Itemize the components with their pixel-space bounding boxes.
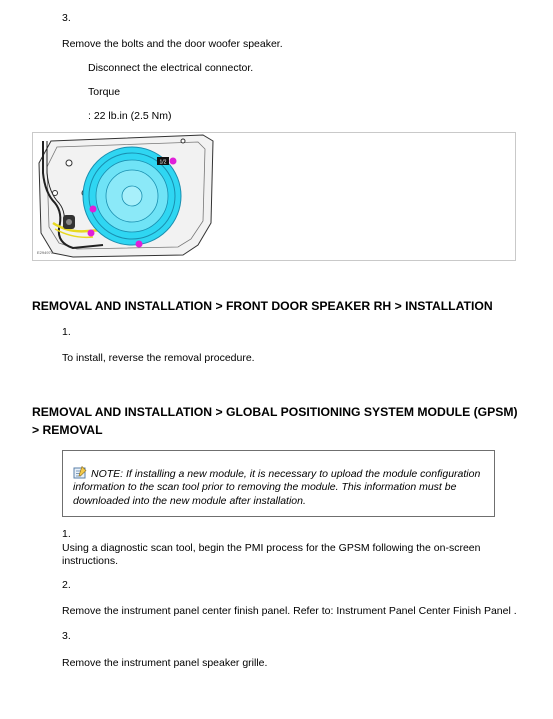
step-number: 3. bbox=[62, 630, 71, 642]
step-instruction: Remove the bolts and the door woofer speaker. bbox=[62, 38, 283, 50]
step-text: Remove the instrument panel center finish panel. Refer to: Instrument Panel Center Finish Panel . bbox=[62, 605, 517, 617]
door-speaker-diagram bbox=[33, 133, 517, 262]
note-label: NOTE: bbox=[91, 468, 124, 480]
note-box bbox=[62, 450, 495, 517]
step-number: 1. bbox=[62, 326, 71, 338]
section-heading: REMOVAL AND INSTALLATION > FRONT DOOR SPEAKER RH > INSTALLATION bbox=[32, 299, 493, 313]
note-icon bbox=[73, 466, 87, 479]
torque-label: Torque bbox=[88, 86, 121, 98]
step-number: 3. bbox=[62, 12, 71, 24]
section-heading: REMOVAL AND INSTALLATION > GLOBAL POSITIONING SYSTEM MODULE (GPSM) bbox=[32, 405, 518, 419]
step-number: 2. bbox=[62, 579, 71, 591]
speaker-illustration bbox=[32, 132, 516, 261]
note-body bbox=[73, 466, 491, 508]
step-text: To install, reverse the removal procedure. bbox=[62, 352, 255, 364]
callout-label: 1/2 bbox=[159, 159, 167, 166]
note-text: If installing a new module, it is necessary to upload the module configuration information to the scan tool prior to removing the module. This information must be downloaded into the new module after installation. bbox=[73, 468, 481, 507]
torque-value: : 22 lb.in (2.5 Nm) bbox=[88, 110, 172, 122]
bolt-marker bbox=[170, 158, 177, 165]
bolt-marker bbox=[90, 206, 97, 213]
step-text: Using a diagnostic scan tool, begin the PMI process for the GPSM following the on-screen instructions. bbox=[62, 542, 481, 567]
section-heading-cont: > REMOVAL bbox=[32, 423, 103, 437]
step-number: 1. bbox=[62, 528, 71, 540]
bolt-marker bbox=[88, 230, 95, 237]
step-text: Remove the instrument panel speaker grille. bbox=[62, 657, 268, 669]
sub-instruction: Disconnect the electrical connector. bbox=[88, 62, 254, 74]
figure-id: E294970 bbox=[37, 250, 54, 255]
bolt-marker bbox=[136, 241, 143, 248]
